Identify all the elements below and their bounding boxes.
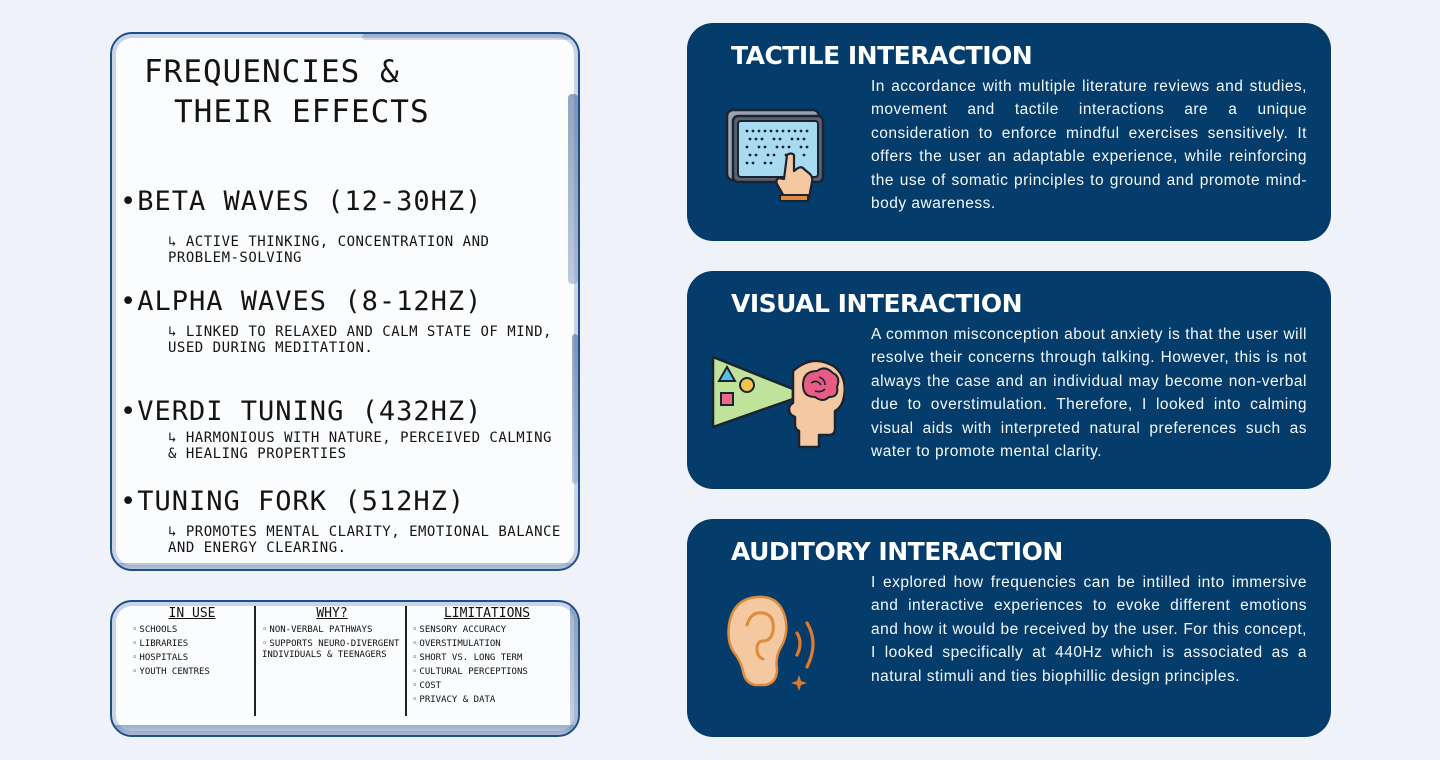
list-item: ◦ OVERSTIMULATION bbox=[412, 639, 562, 650]
note-detail-tuning-fork: ↳ PROMOTES MENTAL CLARITY, EMOTIONAL BALANCE AND ENERGY CLEARING. bbox=[168, 524, 561, 556]
column-limitations bbox=[412, 606, 562, 718]
list-item: ◦ PRIVACY & DATA bbox=[412, 695, 562, 706]
head-vision-icon bbox=[711, 355, 845, 449]
touchscreen-icon bbox=[725, 107, 829, 203]
list-item: ◦ YOUTH CENTRES bbox=[132, 667, 252, 678]
note-heading-beta: •BETA WAVES (12-30HZ) bbox=[120, 186, 483, 217]
card-body: A common misconception about anxiety is that the user will resolve their concerns through talking. However, this is not always the case and an individual may become non-verbal due to overstimulation. Therefore, I looked into calming visual aids with interpreted natural preferences such as water to promote mental clarity. bbox=[871, 326, 1307, 461]
list-item: ◦ CULTURAL PERCEPTIONS bbox=[412, 667, 562, 678]
note-detail-verdi: ↳ HARMONIOUS WITH NATURE, PERCEIVED CALMING & HEALING PROPERTIES bbox=[168, 430, 552, 462]
note-detail-alpha: ↳ LINKED TO RELAXED AND CALM STATE OF MIND, USED DURING MEDITATION. bbox=[168, 324, 552, 356]
use-limitations-note-image bbox=[110, 600, 580, 737]
list-item: ◦ SCHOOLS bbox=[132, 625, 252, 636]
list-item: ◦ SENSORY ACCURACY bbox=[412, 625, 562, 636]
note-title-line2: THEIR EFFECTS bbox=[174, 94, 430, 130]
column-title: IN USE bbox=[168, 606, 216, 621]
note-heading-verdi: •VERDI TUNING (432HZ) bbox=[120, 396, 483, 427]
list-item: ◦ HOSPITALS bbox=[132, 653, 252, 664]
tactile-interaction-card bbox=[687, 23, 1331, 241]
note-heading-alpha: •ALPHA WAVES (8-12HZ) bbox=[120, 286, 483, 317]
card-title: VISUAL INTERACTION bbox=[731, 289, 1022, 318]
list-item: ◦ NON-VERBAL PATHWAYS bbox=[262, 625, 402, 636]
column-divider bbox=[405, 606, 407, 716]
card-body: I explored how frequencies can be intilled into immersive and interactive experiences to evoke different emotions and how it would be received by the user. For this concept, I looked specifically at 440Hz which is associated as a natural stimuli and ties biophillic design principles. bbox=[871, 574, 1307, 685]
list-item: ◦ SHORT VS. LONG TERM bbox=[412, 653, 562, 664]
card-title: TACTILE INTERACTION bbox=[731, 41, 1033, 70]
list-item: ◦ LIBRARIES bbox=[132, 639, 252, 650]
visual-interaction-card bbox=[687, 271, 1331, 489]
auditory-interaction-card bbox=[687, 519, 1331, 737]
note-title-line1: FREQUENCIES & bbox=[144, 54, 400, 90]
card-body: In accordance with multiple literature reviews and studies, movement and tactile interactions are a unique consideration to enforce mindful exercises sensitively. It offers the user an adaptable experience, while reinforcing the use of somatic principles to ground and promote mind-body awareness. bbox=[871, 78, 1307, 213]
list-item: ◦ COST bbox=[412, 681, 562, 692]
ear-icon bbox=[727, 595, 827, 693]
note-heading-tuning-fork: •TUNING FORK (512HZ) bbox=[120, 486, 466, 517]
list-item: ◦ SUPPORTS NEURO-DIVERGENT INDIVIDUALS & TEENAGERS bbox=[262, 639, 402, 661]
column-title: LIMITATIONS bbox=[443, 606, 531, 621]
card-title: AUDITORY INTERACTION bbox=[731, 537, 1063, 566]
column-divider bbox=[254, 606, 256, 716]
note-detail-beta: ↳ ACTIVE THINKING, CONCENTRATION AND PROBLEM-SOLVING bbox=[168, 234, 490, 266]
frequencies-note-image bbox=[110, 32, 580, 571]
column-why bbox=[262, 606, 402, 718]
column-in-use bbox=[132, 606, 252, 718]
column-title: WHY? bbox=[316, 606, 348, 621]
